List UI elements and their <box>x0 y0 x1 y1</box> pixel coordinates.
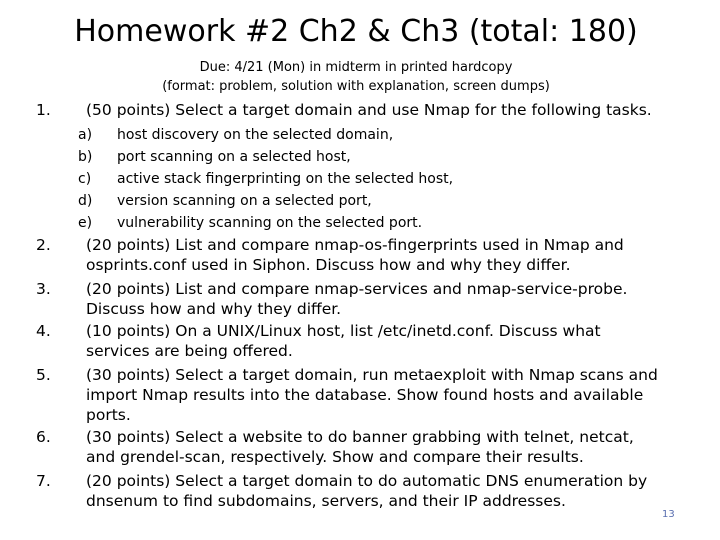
task-number: 1. <box>36 101 51 119</box>
task-text <box>86 100 714 120</box>
task-line: (20 points) List and compare nmap-os-fingerprints used in Nmap and <box>86 236 624 254</box>
task-line: dnsenum to find subdomains, servers, and their IP addresses. <box>86 492 566 510</box>
task-text <box>86 279 714 319</box>
task-line: import Nmap results into the database. Show found hosts and available <box>86 386 644 404</box>
task-line: Discuss how and why they differ. <box>86 300 342 318</box>
subtask-text: host discovery on the selected domain, <box>117 127 394 143</box>
task-line: (30 points) Select a website to do banner grabbing with telnet, netcat, <box>86 428 634 446</box>
page-number: 13 <box>662 509 675 520</box>
task-line: (30 points) Select a target domain, run metaexploit with Nmap scans and <box>86 366 658 384</box>
task-text <box>86 471 714 511</box>
task-line: ports. <box>86 406 131 424</box>
due-line: Due: 4/21 (Mon) in midterm in printed hardcopy <box>199 60 513 75</box>
task-line: (10 points) On a UNIX/Linux host, list /etc/inetd.conf. Discuss what <box>86 322 601 340</box>
task-line: (50 points) Select a target domain and use Nmap for the following tasks. <box>86 101 652 119</box>
task-line: (20 points) Select a target domain to do automatic DNS enumeration by <box>86 472 648 490</box>
task-number: 4. <box>36 322 51 340</box>
subtask-letter: b) <box>78 149 93 165</box>
subtask-text: vulnerability scanning on the selected port. <box>117 215 423 231</box>
subtask-letter: c) <box>78 171 92 187</box>
task-line: osprints.conf used in Siphon. Discuss how and why they differ. <box>86 256 571 274</box>
due-info <box>0 58 712 96</box>
format-line: (format: problem, solution with explanation, screen dumps) <box>162 79 550 94</box>
task-text <box>86 235 714 275</box>
task-number: 6. <box>36 428 51 446</box>
task-number: 2. <box>36 236 51 254</box>
subtask-letter: d) <box>78 193 93 209</box>
task-line: and grendel-scan, respectively. Show and compare their results. <box>86 448 584 466</box>
subtask-letter: a) <box>78 127 93 143</box>
subtask-text: version scanning on a selected port, <box>117 193 372 209</box>
subtask-letter: e) <box>78 215 93 231</box>
task-text <box>86 427 714 467</box>
task-text <box>86 365 714 425</box>
task-number: 7. <box>36 472 51 490</box>
subtask-text: active stack fingerprinting on the selected host, <box>117 171 454 187</box>
subtask-text: port scanning on a selected host, <box>117 149 351 165</box>
task-line: services are being offered. <box>86 342 293 360</box>
task-text <box>86 321 714 361</box>
slide-title: Homework #2 Ch2 & Ch3 (total: 180) <box>74 14 638 49</box>
task-number: 3. <box>36 280 51 298</box>
task-line: (20 points) List and compare nmap-services and nmap-service-probe. <box>86 280 628 298</box>
task-number: 5. <box>36 366 51 384</box>
